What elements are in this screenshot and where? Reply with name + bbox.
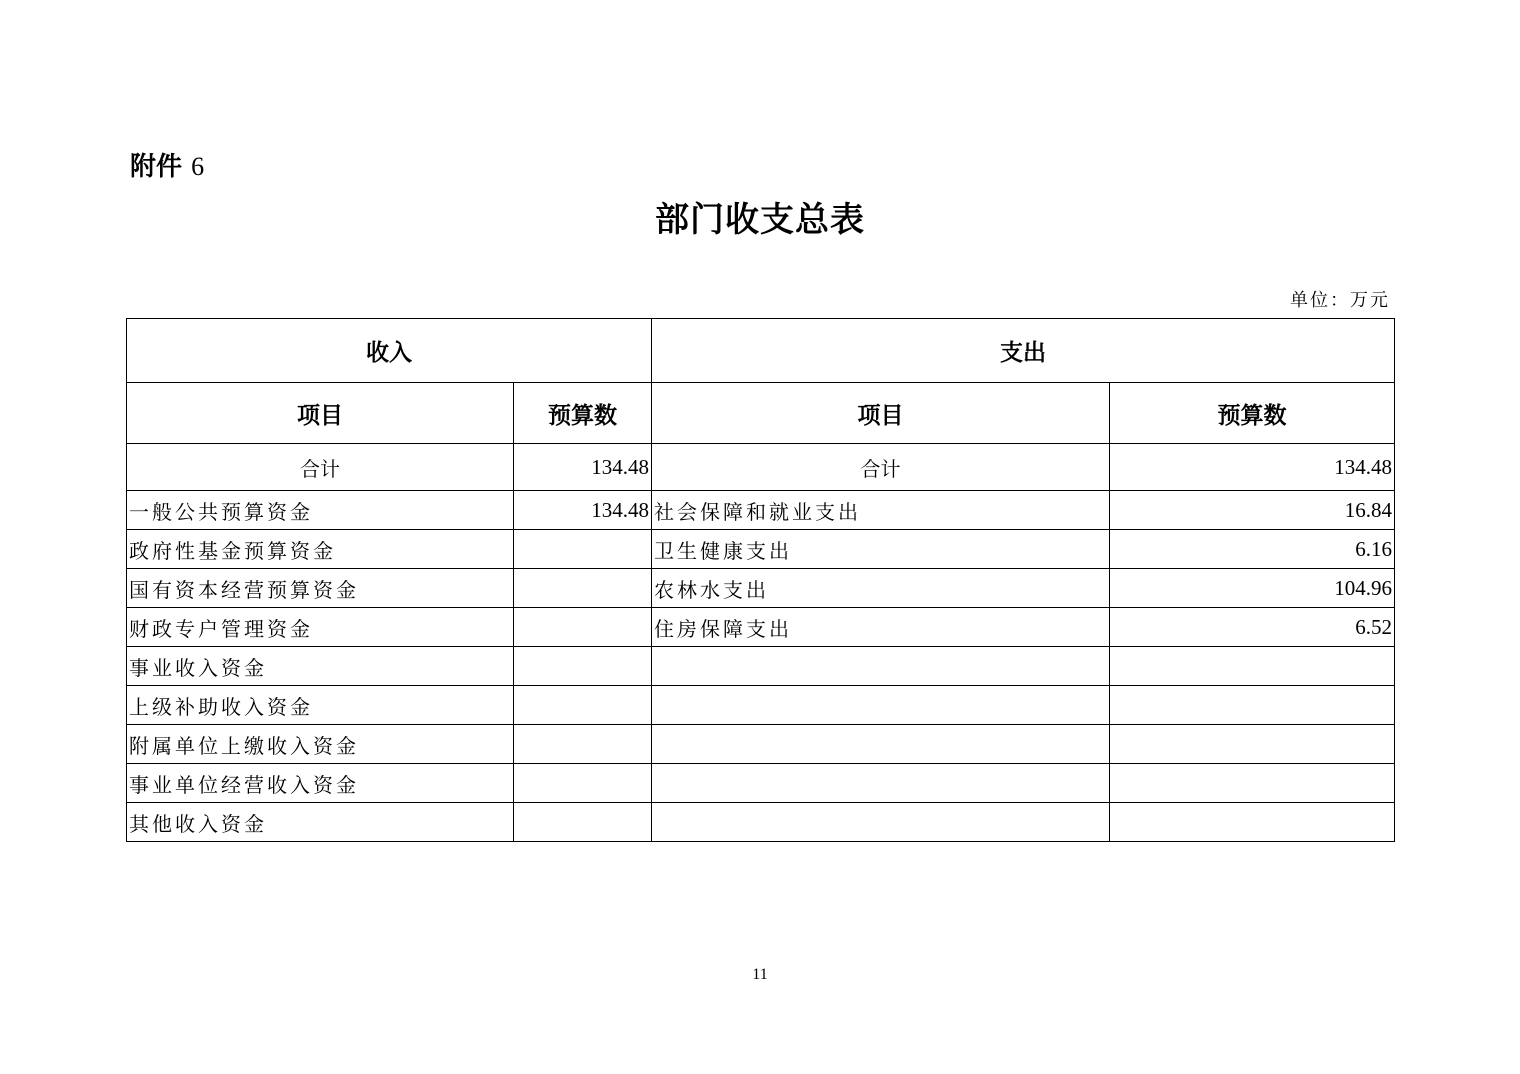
page-number: 11: [752, 966, 768, 983]
unit-label: 单位：万元: [1290, 290, 1390, 311]
income-total-label: 合计: [127, 444, 514, 491]
expense-value: 16.84: [1110, 491, 1395, 530]
total-row: [127, 444, 1395, 491]
expense-budget-header: 预算数: [1110, 383, 1395, 444]
income-item: 附属单位上缴收入资金: [127, 725, 514, 764]
expense-value: [1110, 764, 1395, 803]
income-header: 收入: [127, 319, 652, 383]
income-value: [514, 569, 652, 608]
expense-total-value: 134.48: [1110, 444, 1395, 491]
expense-item: 卫生健康支出: [652, 530, 1110, 569]
income-budget-header: 预算数: [514, 383, 652, 444]
budget-table: [126, 318, 1395, 842]
income-item: 上级补助收入资金: [127, 686, 514, 725]
expense-value: 104.96: [1110, 569, 1395, 608]
income-item: 事业单位经营收入资金: [127, 764, 514, 803]
header-row-columns: [127, 383, 1395, 444]
expense-value: [1110, 686, 1395, 725]
expense-item: [652, 725, 1110, 764]
income-value: [514, 803, 652, 842]
income-item: 事业收入资金: [127, 647, 514, 686]
page-title: 部门收支总表: [655, 200, 865, 240]
expense-item: [652, 647, 1110, 686]
attachment-text: 附件: [130, 152, 183, 182]
income-value: [514, 647, 652, 686]
income-value: [514, 530, 652, 569]
expense-value: [1110, 725, 1395, 764]
expense-item: 住房保障支出: [652, 608, 1110, 647]
expense-value: [1110, 647, 1395, 686]
header-row-sections: [127, 319, 1395, 383]
table-row: [127, 530, 1395, 569]
table-row: [127, 803, 1395, 842]
income-value: 134.48: [514, 491, 652, 530]
expense-total-label: 合计: [652, 444, 1110, 491]
expense-value: 6.16: [1110, 530, 1395, 569]
expense-item-header: 项目: [652, 383, 1110, 444]
expense-value: [1110, 803, 1395, 842]
table-row: [127, 725, 1395, 764]
income-item: 国有资本经营预算资金: [127, 569, 514, 608]
attachment-label: [130, 146, 204, 183]
expense-header: 支出: [652, 319, 1395, 383]
table-row: [127, 764, 1395, 803]
expense-item: [652, 764, 1110, 803]
table-row: [127, 647, 1395, 686]
attachment-number: 6: [191, 152, 205, 181]
table-row: [127, 686, 1395, 725]
income-item-header: 项目: [127, 383, 514, 444]
expense-item: [652, 803, 1110, 842]
income-total-value: 134.48: [514, 444, 652, 491]
expense-value: 6.52: [1110, 608, 1395, 647]
income-value: [514, 608, 652, 647]
income-value: [514, 725, 652, 764]
income-item: 政府性基金预算资金: [127, 530, 514, 569]
income-item: 财政专户管理资金: [127, 608, 514, 647]
expense-item: 社会保障和就业支出: [652, 491, 1110, 530]
income-item: 其他收入资金: [127, 803, 514, 842]
expense-item: [652, 686, 1110, 725]
income-value: [514, 764, 652, 803]
income-value: [514, 686, 652, 725]
table-row: [127, 491, 1395, 530]
income-item: 一般公共预算资金: [127, 491, 514, 530]
table-row: [127, 569, 1395, 608]
expense-item: 农林水支出: [652, 569, 1110, 608]
table-row: [127, 608, 1395, 647]
